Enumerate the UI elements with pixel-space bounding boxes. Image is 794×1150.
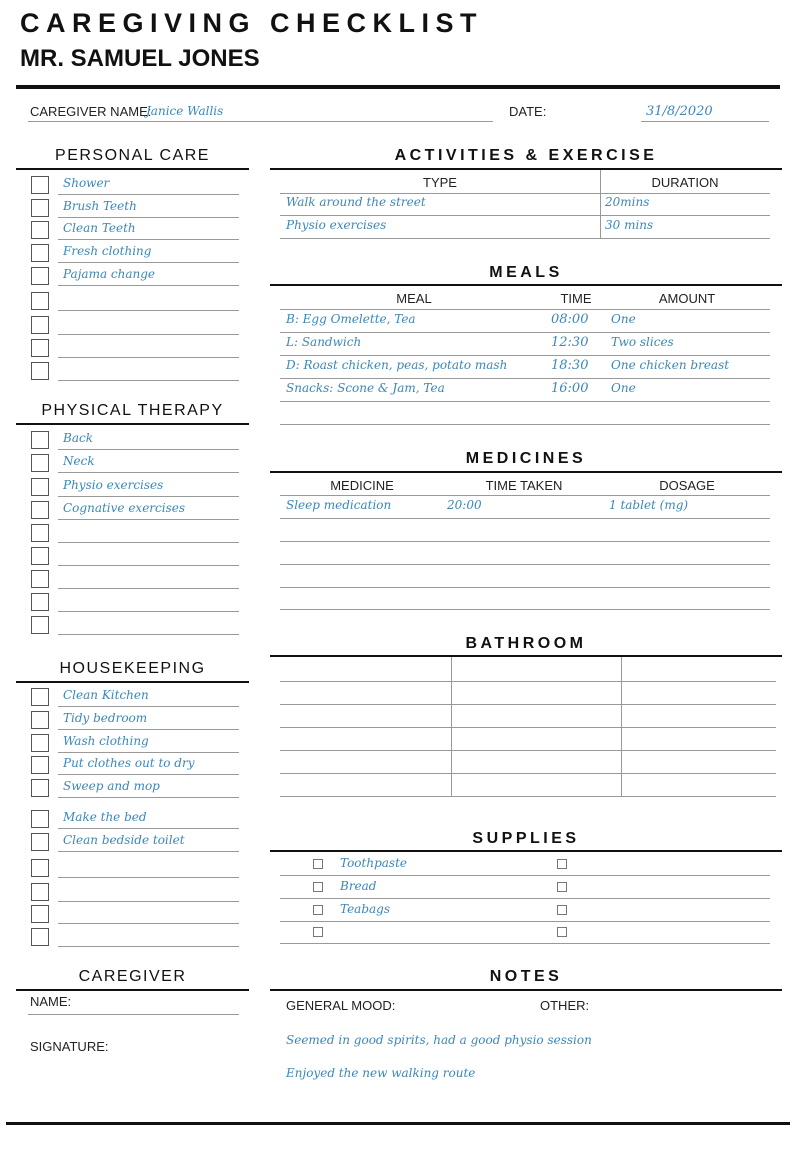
- supply-item[interactable]: Teabags: [340, 902, 391, 916]
- physical-therapy-item-line: [58, 634, 239, 635]
- housekeeping-checkbox[interactable]: [31, 905, 49, 923]
- meals-rule: [270, 284, 782, 286]
- physical-therapy-rule: [16, 423, 249, 425]
- housekeeping-title: HOUSEKEEPING: [59, 660, 206, 677]
- housekeeping-checkbox[interactable]: [31, 734, 49, 752]
- supplies-title: SUPPLIES: [472, 830, 580, 847]
- housekeeping-item-line: [58, 877, 239, 878]
- bathroom-rule: [270, 655, 782, 657]
- bathroom-row-line: [280, 773, 776, 774]
- medicines-col-time: TIME TAKEN: [485, 478, 563, 493]
- caregiver-signoff-name-label: NAME:: [30, 994, 72, 1009]
- signature-label: SIGNATURE:: [30, 1039, 109, 1054]
- medicines-col-dosage: DOSAGE: [659, 478, 715, 493]
- supplies-row-line: [280, 875, 770, 876]
- personal-care-item[interactable]: Fresh clothing: [63, 244, 152, 258]
- medicines-rule: [270, 471, 782, 473]
- meals-header-line: [280, 309, 770, 310]
- supply-checkbox[interactable]: [557, 927, 567, 937]
- housekeeping-rule: [16, 681, 249, 683]
- personal-care-item[interactable]: Brush Teeth: [63, 199, 137, 213]
- medicines-title: MEDICINES: [465, 450, 587, 467]
- meal-name[interactable]: Snacks: Scone & Jam, Tea: [286, 381, 445, 395]
- bathroom-row-line: [280, 796, 776, 797]
- physical-therapy-item-line: [58, 611, 239, 612]
- housekeeping-item[interactable]: Clean Kitchen: [63, 688, 149, 702]
- housekeeping-checkbox[interactable]: [31, 779, 49, 797]
- medicines-row-line: [280, 541, 770, 542]
- activity-duration[interactable]: 20mins: [605, 195, 650, 209]
- meal-name[interactable]: B: Egg Omelette, Tea: [286, 312, 416, 326]
- housekeeping-checkbox[interactable]: [31, 859, 49, 877]
- medicine-dosage[interactable]: 1 tablet (mg): [609, 498, 689, 512]
- personal-care-checkbox[interactable]: [31, 199, 49, 217]
- personal-care-item-line: [58, 310, 239, 311]
- bathroom-row-line: [280, 681, 776, 682]
- meals-row-line: [280, 332, 770, 333]
- housekeeping-item-line: [58, 828, 239, 829]
- date-field[interactable]: 31/8/2020: [646, 104, 713, 119]
- caregiver-name-line: [28, 121, 493, 122]
- personal-care-checkbox[interactable]: [31, 244, 49, 262]
- physical-therapy-item-line: [58, 472, 239, 473]
- meal-name[interactable]: D: Roast chicken, peas, potato mash: [286, 358, 508, 372]
- housekeeping-item-line: [58, 923, 239, 924]
- physical-therapy-item-line: [58, 565, 239, 566]
- meals-col-time: TIME: [560, 291, 592, 306]
- meals-row-line: [280, 401, 770, 402]
- personal-care-item[interactable]: Shower: [63, 176, 110, 190]
- patient-name: MR. SAMUEL JONES: [20, 45, 260, 72]
- personal-care-item-line: [58, 194, 239, 195]
- activities-title: ACTIVITIES & EXERCISE: [394, 147, 658, 164]
- meal-time[interactable]: 16:00: [551, 381, 589, 396]
- activity-type[interactable]: Physio exercises: [286, 218, 387, 232]
- activities-row-line: [280, 238, 770, 239]
- medicines-header-line: [280, 495, 770, 496]
- housekeeping-item-line: [58, 797, 239, 798]
- caregiver-rule: [16, 989, 249, 991]
- physical-therapy-checkbox[interactable]: [31, 616, 49, 634]
- activities-col-duration: DURATION: [651, 175, 719, 190]
- supply-checkbox[interactable]: [313, 927, 323, 937]
- supplies-row-line: [280, 898, 770, 899]
- personal-care-item-line: [58, 285, 239, 286]
- personal-care-item-line: [58, 217, 239, 218]
- medicines-row-line: [280, 518, 770, 519]
- personal-care-checkbox[interactable]: [31, 339, 49, 357]
- medicine-time[interactable]: 20:00: [447, 498, 482, 512]
- physical-therapy-item-line: [58, 449, 239, 450]
- housekeeping-item-line: [58, 851, 239, 852]
- housekeeping-checkbox[interactable]: [31, 711, 49, 729]
- caregiver-name-label: CAREGIVER NAME:: [30, 104, 152, 119]
- personal-care-checkbox[interactable]: [31, 221, 49, 239]
- meal-amount[interactable]: Two slices: [611, 335, 674, 349]
- physical-therapy-item[interactable]: Physio exercises: [63, 478, 164, 492]
- physical-therapy-checkbox[interactable]: [31, 454, 49, 472]
- personal-care-checkbox[interactable]: [31, 267, 49, 285]
- supply-checkbox[interactable]: [557, 882, 567, 892]
- notes-line[interactable]: Seemed in good spirits, had a good physio session: [286, 1033, 592, 1047]
- housekeeping-item[interactable]: Make the bed: [63, 810, 147, 824]
- physical-therapy-item-line: [58, 496, 239, 497]
- bathroom-row-line: [280, 727, 776, 728]
- supply-item[interactable]: Toothpaste: [340, 856, 407, 870]
- date-label: DATE:: [509, 104, 547, 119]
- bathroom-title: BATHROOM: [465, 635, 587, 652]
- medicines-row-line: [280, 587, 770, 588]
- physical-therapy-item[interactable]: Back: [63, 431, 93, 445]
- physical-therapy-item[interactable]: Cognative exercises: [63, 501, 186, 515]
- medicines-row-line: [280, 609, 770, 610]
- activities-row-line: [280, 215, 770, 216]
- housekeeping-item-line: [58, 901, 239, 902]
- physical-therapy-checkbox[interactable]: [31, 547, 49, 565]
- personal-care-item-line: [58, 380, 239, 381]
- supplies-row-line: [280, 921, 770, 922]
- bathroom-row-line: [280, 750, 776, 751]
- meals-col-meal: MEAL: [396, 291, 432, 306]
- physical-therapy-title: PHYSICAL THERAPY: [41, 402, 224, 419]
- caregiver-name-field[interactable]: Janice Wallis: [146, 104, 224, 118]
- meal-time[interactable]: 12:30: [551, 335, 589, 350]
- physical-therapy-checkbox[interactable]: [31, 593, 49, 611]
- medicines-col-medicine: MEDICINE: [330, 478, 394, 493]
- activities-rule: [270, 168, 782, 170]
- housekeeping-checkbox[interactable]: [31, 928, 49, 946]
- housekeeping-item-line: [58, 706, 239, 707]
- housekeeping-checkbox[interactable]: [31, 810, 49, 828]
- housekeeping-checkbox[interactable]: [31, 833, 49, 851]
- caregiver-title: CAREGIVER: [78, 968, 187, 985]
- supply-item[interactable]: Bread: [340, 879, 377, 893]
- housekeeping-item-line: [58, 729, 239, 730]
- personal-care-item[interactable]: Clean Teeth: [63, 221, 136, 235]
- personal-care-item[interactable]: Pajama change: [63, 267, 156, 281]
- housekeeping-checkbox[interactable]: [31, 756, 49, 774]
- notes-line[interactable]: Enjoyed the new walking route: [286, 1066, 476, 1080]
- physical-therapy-checkbox[interactable]: [31, 431, 49, 449]
- housekeeping-item[interactable]: Sweep and mop: [63, 779, 160, 793]
- other-label: OTHER:: [540, 998, 590, 1013]
- footer-rule: [6, 1122, 790, 1125]
- document-title: CAREGIVING CHECKLIST: [20, 8, 484, 38]
- personal-care-checkbox[interactable]: [31, 176, 49, 194]
- supply-checkbox[interactable]: [557, 859, 567, 869]
- personal-care-checkbox[interactable]: [31, 316, 49, 334]
- housekeeping-item[interactable]: Tidy bedroom: [63, 711, 148, 725]
- activities-col-type: TYPE: [423, 175, 457, 190]
- physical-therapy-item[interactable]: Neck: [63, 454, 95, 468]
- activity-type[interactable]: Walk around the street: [286, 195, 426, 209]
- physical-therapy-checkbox[interactable]: [31, 501, 49, 519]
- supply-checkbox[interactable]: [313, 905, 323, 915]
- personal-care-item-line: [58, 262, 239, 263]
- header-rule: [16, 85, 780, 89]
- housekeeping-item[interactable]: Wash clothing: [63, 734, 149, 748]
- personal-care-item-line: [58, 334, 239, 335]
- general-mood-label: GENERAL MOOD:: [286, 998, 396, 1013]
- supplies-row-line: [280, 943, 770, 944]
- personal-care-rule: [16, 168, 249, 170]
- housekeeping-checkbox[interactable]: [31, 688, 49, 706]
- housekeeping-item-line: [58, 752, 239, 753]
- meals-col-amount: AMOUNT: [658, 291, 716, 306]
- housekeeping-item[interactable]: Put clothes out to dry: [63, 756, 195, 770]
- supply-checkbox[interactable]: [557, 905, 567, 915]
- personal-care-title: PERSONAL CARE: [55, 147, 210, 164]
- physical-therapy-item-line: [58, 588, 239, 589]
- housekeeping-item[interactable]: Clean bedside toilet: [63, 833, 185, 847]
- physical-therapy-item-line: [58, 542, 239, 543]
- activities-header-line: [280, 193, 770, 194]
- caregiver-signoff-name-line: [28, 1014, 239, 1015]
- notes-title: NOTES: [489, 968, 563, 985]
- physical-therapy-checkbox[interactable]: [31, 478, 49, 496]
- activity-duration[interactable]: 30 mins: [605, 218, 654, 232]
- meal-time[interactable]: 18:30: [551, 358, 589, 373]
- meals-title: MEALS: [489, 264, 563, 281]
- meal-amount[interactable]: One chicken breast: [611, 358, 730, 372]
- meals-row-line: [280, 424, 770, 425]
- personal-care-item-line: [58, 357, 239, 358]
- housekeeping-checkbox[interactable]: [31, 883, 49, 901]
- meal-time[interactable]: 08:00: [551, 312, 589, 327]
- medicines-row-line: [280, 564, 770, 565]
- physical-therapy-item-line: [58, 519, 239, 520]
- personal-care-checkbox[interactable]: [31, 362, 49, 380]
- supply-checkbox[interactable]: [313, 882, 323, 892]
- personal-care-item-line: [58, 239, 239, 240]
- housekeeping-item-line: [58, 946, 239, 947]
- notes-rule: [270, 989, 782, 991]
- bathroom-row-line: [280, 704, 776, 705]
- medicine-name[interactable]: Sleep medication: [286, 498, 392, 512]
- meal-amount[interactable]: One: [611, 381, 636, 395]
- date-line: [641, 121, 769, 122]
- personal-care-checkbox[interactable]: [31, 292, 49, 310]
- supplies-rule: [270, 850, 782, 852]
- meals-row-line: [280, 355, 770, 356]
- meal-name[interactable]: L: Sandwich: [286, 335, 362, 349]
- physical-therapy-checkbox[interactable]: [31, 570, 49, 588]
- supply-checkbox[interactable]: [313, 859, 323, 869]
- meals-row-line: [280, 378, 770, 379]
- meal-amount[interactable]: One: [611, 312, 636, 326]
- housekeeping-item-line: [58, 774, 239, 775]
- physical-therapy-checkbox[interactable]: [31, 524, 49, 542]
